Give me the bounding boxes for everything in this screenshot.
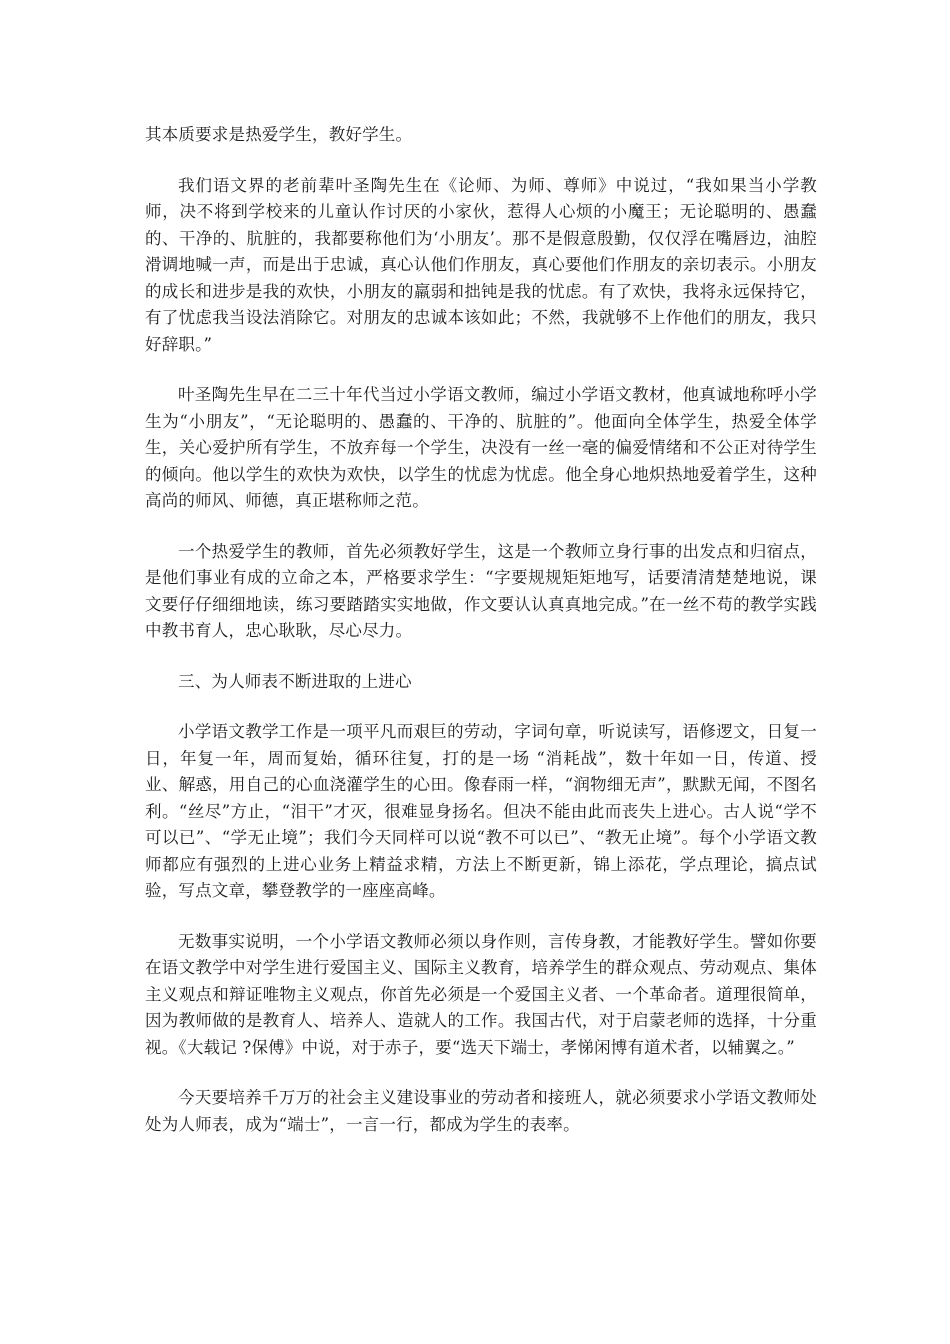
paragraph-conclusion: 今天要培养千万万的社会主义建设事业的劳动者和接班人，就必须要求小学语文教师处处为人师表，成为“端士”，一言一行，都成为学生的表率。 <box>145 1088 817 1134</box>
paragraph-progress: 小学语文教学工作是一项平凡而艰巨的劳动，字词句章，听说读写，语修逻文，日复一日，年复一年，周而复始，循环往复，打的是一场 “消耗战”，数十年如一日，传道、授业、解惑，用自己的心血浇灌学生的心田。像春雨一样，“润物细无声”，默默无闻，不图名利。“丝尽”方止，“泪干”才灭，很难显身扬名。但决不能由此而丧失上进心。古人说“学不可以已”、“学无止境”；我们今天同样可以说“教不可以已”、“教无止境”。每个小学语文教师都应有强烈的上进心业务上精益求精，方法上不断更新，锦上添花，学点理论，搞点试验，写点文章，攀登教学的一座座高峰。 <box>145 722 817 900</box>
paragraph-teach-well: 一个热爱学生的教师，首先必须教好学生，这是一个教师立身行事的出发点和归宿点，是他们事业有成的立命之本，严格要求学生：“字要规规矩矩地写，话要清清楚楚地说，课文要仔仔细细地读，练习要踏踏实实地做，作文要认认真真地完成。”在一丝不苟的教学实践中教书育人，忠心耿耿，尽心尽力。 <box>145 541 817 640</box>
paragraph-ye-shengtao-quote: 我们语文界的老前辈叶圣陶先生在《论师、为师、尊师》中说过，“我如果当小学教师，决不将到学校来的儿童认作讨厌的小家伙，惹得人心烦的小魔王；无论聪明的、愚蠢的、干净的、肮脏的，我都要称他们为‘小朋友’。那不是假意殷勤，仅仅浮在嘴唇边，油腔滑调地喊一声，而是出于忠诚，真心认他们作朋友，真心要他们作朋友的亲切表示。小朋友的成长和进步是我的欢快，小朋友的羸弱和拙钝是我的忧虑。有了欢快，我将永远保持它，有了忧虑我当设法消除它。对朋友的忠诚本该如此；不然，我就够不上作他们的朋友，我只好辞职。” <box>145 175 817 354</box>
paragraph-ye-shengtao-teacher: 叶圣陶先生早在二三十年代当过小学语文教师，编过小学语文教材，他真诚地称呼小学生为“小朋友”，“无论聪明的、愚蠢的、干净的、肮脏的”。他面向全体学生，热爱全体学生，关心爱护所有学生，不放弃每一个学生，决没有一丝一毫的偏爱情绪和不公正对待学生的倾向。他以学生的欢快为欢快，以学生的忧虑为忧虑。他全身心地炽热地爱着学生，这种高尚的师风、师德，真正堪称师之范。 <box>145 385 817 510</box>
section-heading-3: 三、为人师表不断进取的上进心 <box>178 671 412 691</box>
paragraph-example: 无数事实说明，一个小学语文教师必须以身作则，言传身教，才能教好学生。譬如你要在语文教学中对学生进行爱国主义、国际主义教育，培养学生的群众观点、劳动观点、集体主义观点和辩证唯物主义观点，你首先必须是一个爱国主义者、一个革命者。道理很简单，因为教师做的是教育人、培养人、造就人的工作。我国古代，对于启蒙老师的选择，十分重视。《大载记 ?保傅》中说，对于赤子，要“选天下端士，孝悌闲博有道术者，以辅翼之。” <box>145 931 817 1057</box>
document-body <box>145 122 817 1162</box>
paragraph-continuation: 其本质要求是热爱学生，教好学生。 <box>145 125 413 144</box>
